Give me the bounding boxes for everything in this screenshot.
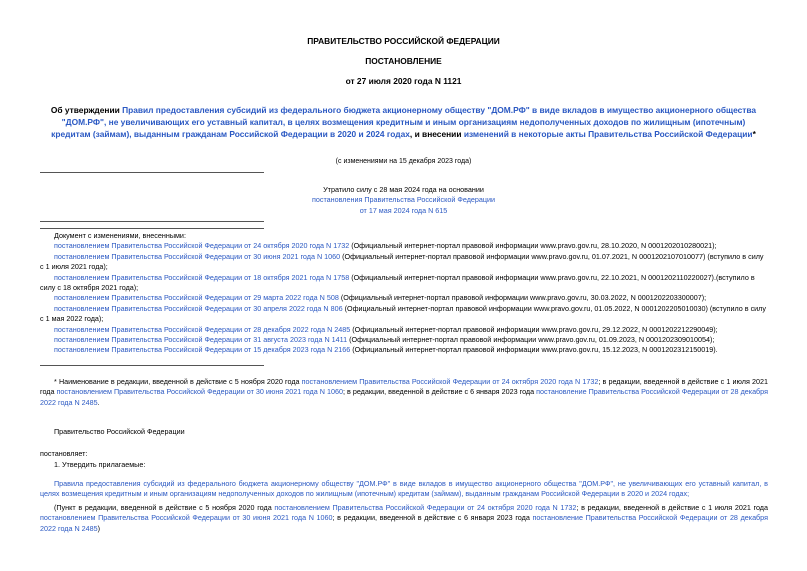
change-item [40, 293, 768, 303]
footnote-link-1732[interactable]: постановлением Правительства Российской Федерации от 24 октября 2020 года N 1732 [301, 377, 599, 386]
footnote [40, 377, 768, 408]
document-title [48, 104, 759, 140]
body-item-1: 1. Утвердить прилагаемые: [54, 460, 146, 469]
change-publication-info: (Официальный интернет-портал правовой информации www.pravo.gov.ru, 29.12.2022, N 0001202212290049); [350, 324, 718, 334]
divider [40, 365, 264, 366]
expired-line-2: постановления Правительства Российской Федерации [311, 195, 496, 205]
change-decree-link[interactable]: постановлением Правительства Российской Федерации от 31 августа 2023 года N 1411 [54, 335, 348, 345]
divider [40, 172, 264, 173]
revision-note: (с изменениями на 15 декабря 2023 года) [335, 158, 472, 165]
footnote-text: ; в редакции, введенной в действие с 1 июля 2021 года [40, 377, 769, 397]
note-text: ; в редакции, введенной в действие с 1 июля 2021 года [576, 503, 768, 512]
footnote-text: . [97, 397, 100, 407]
divider [40, 228, 264, 229]
change-decree-link[interactable]: постановлением Правительства Российской Федерации от 30 июня 2021 года N 1060 [54, 251, 341, 261]
document-date-number: от 27 июля 2020 года N 1121 [345, 76, 462, 86]
note-link-1732[interactable]: постановлением Правительства Российской Федерации от 24 октября 2020 года N 1732 [274, 503, 577, 512]
note-link-1060[interactable]: постановлением Правительства Российской Федерации от 30 июня 2021 года N 1060 [40, 513, 333, 523]
title-rules-link[interactable]: Правил предоставления субсидий из федерального бюджета акционерному обществу "ДОМ.РФ" в виде вкладов в имущество акционерного общества "ДОМ.РФ", не увеличивающих его уставный капитал, в целях возмещения кредитным и иным организациям недополученных доходов по жилищным (ипотечным) кредитам (займам), выданным гражданам Российской Федерации в 2020 и 2024 годах [51, 105, 757, 139]
rules-paragraph [40, 479, 768, 500]
title-suffix: * [752, 129, 756, 139]
changes-intro: Документ с изменениями, внесенными: [54, 231, 186, 240]
expired-notice [0, 185, 807, 216]
footnote-link-2485[interactable]: постановление Правительства Российской Федерации от 28 декабря 2022 года N 2485 [40, 387, 768, 407]
change-item [40, 345, 768, 355]
change-publication-info: (Официальный интернет-портал правовой информации www.pravo.gov.ru, 01.05.2022, N 0001202205010030) (вступило в силу с 1 мая 2022 года); [40, 303, 766, 324]
item-1-revision-note [40, 503, 768, 534]
change-publication-info: (Официальный интернет-портал правовой информации www.pravo.gov.ru, 28.10.2020, N 0001202010280021); [349, 241, 717, 251]
change-publication-info: (Официальный интернет-портал правовой информации www.pravo.gov.ru, 30.03.2022, N 0001202203300007); [338, 293, 707, 303]
change-decree-link[interactable]: постановлением Правительства Российской Федерации от 28 декабря 2022 года N 2485 [54, 324, 351, 334]
rules-link[interactable]: Правила предоставления субсидий из федерального бюджета акционерному обществу "ДОМ.РФ" в виде вкладов в имущество акционерного общества "ДОМ.РФ", не увеличивающих его уставный капитал, в целях возмещения кредитным и иным организациям недополученных доходов по жилищным (ипотечным) кредитам (займам), выданным гражданам Российской Федерации в 2020 и 2024 годах; [40, 479, 768, 499]
footnote-text: * Наименование в редакции, введенной в действие с 5 ноября 2020 года [54, 377, 302, 386]
change-item [40, 273, 768, 294]
changes-list [40, 231, 768, 356]
change-publication-info: (Официальный интернет-портал правовой информации www.pravo.gov.ru, 15.12.2023, N 0001202312150019). [350, 345, 718, 355]
change-item [40, 325, 768, 335]
change-decree-link[interactable]: постановлением Правительства Российской Федерации от 18 октября 2021 года N 1758 [54, 272, 350, 282]
note-text: (Пункт в редакции, введенной в действие с 5 ноября 2020 года [54, 503, 275, 512]
body-resolves: постановляет: [40, 449, 88, 458]
note-text: ; в редакции, введенной в действие с 6 января 2023 года [332, 513, 533, 523]
change-decree-link[interactable]: постановлением Правительства Российской Федерации от 24 октября 2020 года N 1732 [54, 241, 350, 251]
title-prefix: Об утверждении [50, 105, 123, 115]
footnote-link-1060[interactable]: постановлением Правительства Российской Федерации от 30 июня 2021 года N 1060 [56, 387, 343, 397]
footnote-text: ; в редакции, введенной в действие с 6 января 2023 года [342, 387, 537, 397]
change-decree-link[interactable]: постановлением Правительства Российской Федерации от 29 марта 2022 года N 508 [54, 293, 339, 303]
document-type: ПОСТАНОВЛЕНИЕ [365, 56, 442, 66]
change-publication-info: (Официальный интернет-портал правовой информации www.pravo.gov.ru, 01.09.2023, N 0001202309010054); [347, 335, 715, 345]
change-decree-link[interactable]: постановлением Правительства Российской Федерации от 15 декабря 2023 года N 2166 [54, 345, 351, 355]
title-amendments-link[interactable]: изменений в некоторые акты Правительства Российской Федерации [463, 129, 753, 139]
divider [40, 221, 264, 222]
expired-decree-link[interactable] [312, 195, 495, 214]
change-item [40, 241, 768, 251]
change-decree-link[interactable]: постановлением Правительства Российской Федерации от 30 апреля 2022 года N 806 [54, 303, 343, 313]
change-item [40, 304, 768, 325]
note-text: ) [97, 523, 101, 533]
expired-line-1: Утратило силу с 28 мая 2024 года на основании [323, 185, 484, 194]
body-government: Правительство Российской Федерации [54, 427, 185, 436]
change-item [40, 335, 768, 345]
expired-line-3: от 17 мая 2024 года N 615 [359, 205, 448, 215]
note-link-2485[interactable]: постановление Правительства Российской Федерации от 28 декабря 2022 года N 2485 [40, 513, 768, 533]
change-publication-info: (Официальный интернет-портал правовой информации www.pravo.gov.ru, 22.10.2021, N 0001202110220027).(вступило в силу с 18 октября 2021 года); [40, 272, 755, 293]
title-middle: , и внесении [409, 129, 464, 139]
government-heading: ПРАВИТЕЛЬСТВО РОССИЙСКОЙ ФЕДЕРАЦИИ [307, 36, 500, 46]
change-publication-info: (Официальный интернет-портал правовой информации www.pravo.gov.ru, 01.07.2021, N 0001202107010077) (вступило в силу с 1 июля 2021 года); [40, 251, 764, 272]
change-item [40, 252, 768, 273]
